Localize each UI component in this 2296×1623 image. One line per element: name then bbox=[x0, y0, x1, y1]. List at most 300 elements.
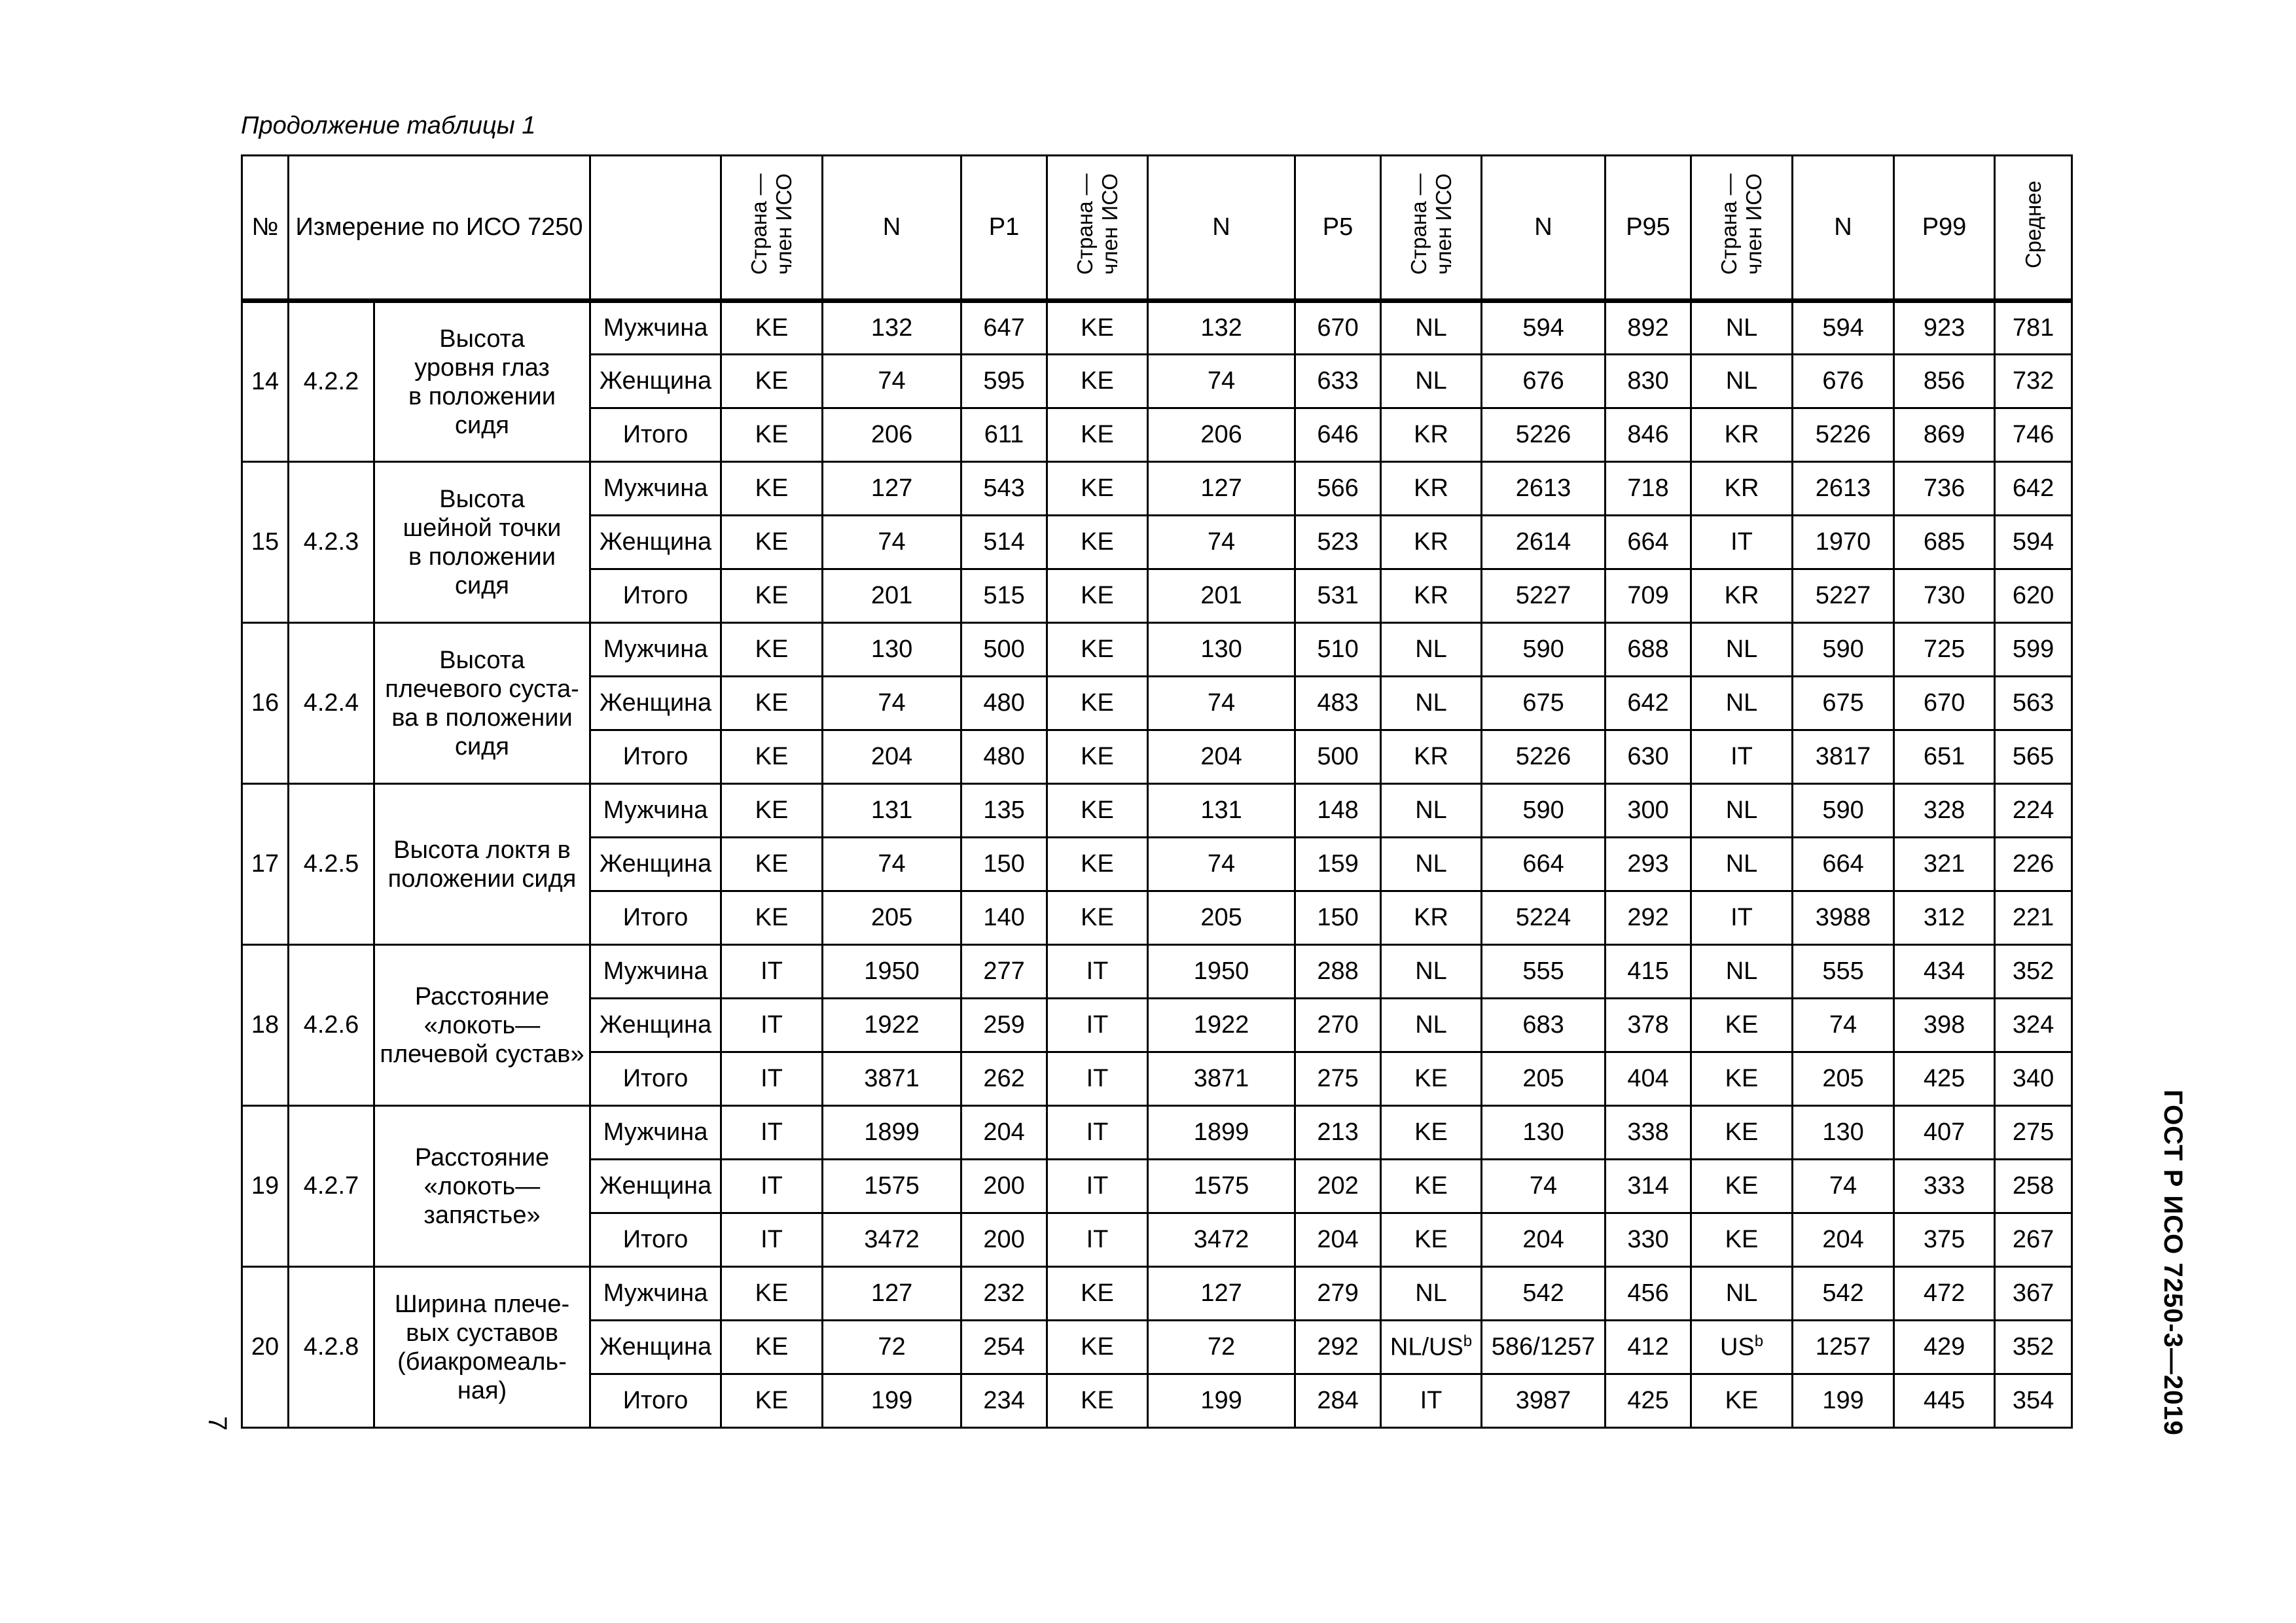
cell-mean: 781 bbox=[1995, 301, 2072, 355]
cell-country-4: KR bbox=[1691, 408, 1793, 462]
cell-p1: 135 bbox=[961, 784, 1047, 838]
sex-label: Мужчина bbox=[590, 301, 721, 355]
cell-n-1: 74 bbox=[823, 677, 961, 730]
cell-mean: 275 bbox=[1995, 1106, 2072, 1160]
cell-mean: 352 bbox=[1995, 945, 2072, 999]
cell-p95: 630 bbox=[1605, 730, 1691, 784]
cell-country-4: KE bbox=[1691, 1160, 1793, 1213]
cell-p99: 472 bbox=[1894, 1267, 1995, 1321]
table-row bbox=[242, 623, 2072, 677]
sex-label: Итого bbox=[590, 1213, 721, 1267]
cell-n-2: 199 bbox=[1148, 1374, 1295, 1428]
cell-n-4: 555 bbox=[1793, 945, 1894, 999]
cell-p1: 647 bbox=[961, 301, 1047, 355]
cell-country-4: NL bbox=[1691, 355, 1793, 408]
cell-country-1: KE bbox=[721, 1267, 823, 1321]
cell-n-4: 74 bbox=[1793, 1160, 1894, 1213]
cell-country-2: KE bbox=[1047, 408, 1148, 462]
cell-n-2: 1899 bbox=[1148, 1106, 1295, 1160]
cell-p95: 300 bbox=[1605, 784, 1691, 838]
cell-mean: 599 bbox=[1995, 623, 2072, 677]
cell-country-3: NL bbox=[1381, 355, 1482, 408]
cell-p5: 270 bbox=[1295, 999, 1381, 1052]
cell-p95: 314 bbox=[1605, 1160, 1691, 1213]
cell-country-3: $NL/US^b$ bbox=[1381, 1321, 1482, 1374]
table-row bbox=[242, 301, 2072, 355]
cell-p1: 611 bbox=[961, 408, 1047, 462]
cell-p99: 869 bbox=[1894, 408, 1995, 462]
header-country-4: Страна — член ИСО bbox=[1691, 156, 1793, 301]
cell-p95: 292 bbox=[1605, 891, 1691, 945]
cell-p5: 148 bbox=[1295, 784, 1381, 838]
cell-p99: 407 bbox=[1894, 1106, 1995, 1160]
cell-n-2: 1922 bbox=[1148, 999, 1295, 1052]
cell-mean: 224 bbox=[1995, 784, 2072, 838]
row-number: 15 bbox=[242, 462, 289, 623]
cell-n-3: 675 bbox=[1482, 677, 1605, 730]
cell-country-3: KE bbox=[1381, 1106, 1482, 1160]
cell-country-1: KE bbox=[721, 1321, 823, 1374]
cell-n-3: 590 bbox=[1482, 784, 1605, 838]
table-row bbox=[242, 784, 2072, 838]
cell-country-3: NL bbox=[1381, 301, 1482, 355]
cell-country-2: KE bbox=[1047, 838, 1148, 891]
cell-n-2: 127 bbox=[1148, 462, 1295, 516]
cell-country-1: IT bbox=[721, 1160, 823, 1213]
cell-country-1: KE bbox=[721, 355, 823, 408]
iso-reference: 4.2.3 bbox=[289, 462, 374, 623]
cell-country-1: KE bbox=[721, 1374, 823, 1428]
cell-country-2: IT bbox=[1047, 1213, 1148, 1267]
cell-n-1: 1575 bbox=[823, 1160, 961, 1213]
cell-country-2: KE bbox=[1047, 516, 1148, 569]
cell-n-4: 1257 bbox=[1793, 1321, 1894, 1374]
cell-n-3: 555 bbox=[1482, 945, 1605, 999]
cell-country-3: IT bbox=[1381, 1374, 1482, 1428]
cell-p5: 159 bbox=[1295, 838, 1381, 891]
cell-country-2: IT bbox=[1047, 945, 1148, 999]
cell-p5: 566 bbox=[1295, 462, 1381, 516]
table-row bbox=[242, 945, 2072, 999]
header-p95: P95 bbox=[1605, 156, 1691, 301]
cell-n-1: 1950 bbox=[823, 945, 961, 999]
cell-p1: 595 bbox=[961, 355, 1047, 408]
cell-n-1: 127 bbox=[823, 462, 961, 516]
cell-country-1: IT bbox=[721, 1213, 823, 1267]
cell-n-2: 127 bbox=[1148, 1267, 1295, 1321]
cell-p95: 404 bbox=[1605, 1052, 1691, 1106]
cell-n-4: 590 bbox=[1793, 784, 1894, 838]
header-n-3: N bbox=[1482, 156, 1605, 301]
cell-p99: 651 bbox=[1894, 730, 1995, 784]
cell-p95: 415 bbox=[1605, 945, 1691, 999]
cell-country-2: IT bbox=[1047, 1106, 1148, 1160]
measurement-name: Высота локтя в положении сидя bbox=[374, 784, 590, 945]
cell-p1: 259 bbox=[961, 999, 1047, 1052]
cell-n-1: 206 bbox=[823, 408, 961, 462]
cell-p5: 500 bbox=[1295, 730, 1381, 784]
row-number: 18 bbox=[242, 945, 289, 1106]
cell-country-2: IT bbox=[1047, 999, 1148, 1052]
cell-n-3: 130 bbox=[1482, 1106, 1605, 1160]
cell-country-2: KE bbox=[1047, 569, 1148, 623]
cell-p5: 531 bbox=[1295, 569, 1381, 623]
cell-p1: 514 bbox=[961, 516, 1047, 569]
cell-p5: 523 bbox=[1295, 516, 1381, 569]
sex-label: Мужчина bbox=[590, 623, 721, 677]
cell-country-1: KE bbox=[721, 730, 823, 784]
cell-p99: 923 bbox=[1894, 301, 1995, 355]
cell-n-4: 1970 bbox=[1793, 516, 1894, 569]
cell-country-3: KR bbox=[1381, 408, 1482, 462]
cell-country-2: KE bbox=[1047, 730, 1148, 784]
cell-n-1: 72 bbox=[823, 1321, 961, 1374]
cell-n-4: 204 bbox=[1793, 1213, 1894, 1267]
table-row bbox=[242, 1106, 2072, 1160]
cell-p99: 725 bbox=[1894, 623, 1995, 677]
cell-n-2: 74 bbox=[1148, 355, 1295, 408]
cell-n-2: 131 bbox=[1148, 784, 1295, 838]
cell-p1: 480 bbox=[961, 730, 1047, 784]
row-number: 19 bbox=[242, 1106, 289, 1267]
cell-n-1: 131 bbox=[823, 784, 961, 838]
cell-p95: 718 bbox=[1605, 462, 1691, 516]
header-mean: Среднее bbox=[1995, 156, 2072, 301]
cell-p95: 688 bbox=[1605, 623, 1691, 677]
sex-label: Мужчина bbox=[590, 1267, 721, 1321]
cell-n-3: 683 bbox=[1482, 999, 1605, 1052]
cell-n-4: 594 bbox=[1793, 301, 1894, 355]
cell-country-2: KE bbox=[1047, 301, 1148, 355]
cell-country-3: KR bbox=[1381, 891, 1482, 945]
cell-n-4: 590 bbox=[1793, 623, 1894, 677]
cell-country-4: KR bbox=[1691, 569, 1793, 623]
cell-country-3: NL bbox=[1381, 945, 1482, 999]
sex-label: Женщина bbox=[590, 1160, 721, 1213]
cell-n-4: 74 bbox=[1793, 999, 1894, 1052]
cell-n-3: 2613 bbox=[1482, 462, 1605, 516]
sex-label: Мужчина bbox=[590, 1106, 721, 1160]
cell-n-1: 1922 bbox=[823, 999, 961, 1052]
cell-p1: 232 bbox=[961, 1267, 1047, 1321]
row-number: 14 bbox=[242, 301, 289, 462]
sex-label: Мужчина bbox=[590, 462, 721, 516]
cell-country-2: KE bbox=[1047, 677, 1148, 730]
cell-p1: 140 bbox=[961, 891, 1047, 945]
cell-n-1: 3871 bbox=[823, 1052, 961, 1106]
sex-label: Женщина bbox=[590, 677, 721, 730]
cell-country-1: KE bbox=[721, 623, 823, 677]
cell-p95: 378 bbox=[1605, 999, 1691, 1052]
cell-p1: 254 bbox=[961, 1321, 1047, 1374]
cell-country-3: NL bbox=[1381, 838, 1482, 891]
cell-country-2: IT bbox=[1047, 1052, 1148, 1106]
cell-country-3: KR bbox=[1381, 730, 1482, 784]
cell-n-1: 204 bbox=[823, 730, 961, 784]
cell-country-4: KE bbox=[1691, 1106, 1793, 1160]
cell-p99: 375 bbox=[1894, 1213, 1995, 1267]
cell-n-4: 664 bbox=[1793, 838, 1894, 891]
cell-p95: 293 bbox=[1605, 838, 1691, 891]
cell-country-3: NL bbox=[1381, 623, 1482, 677]
cell-country-3: NL bbox=[1381, 784, 1482, 838]
cell-p5: 150 bbox=[1295, 891, 1381, 945]
cell-country-4: IT bbox=[1691, 891, 1793, 945]
cell-n-4: 5227 bbox=[1793, 569, 1894, 623]
cell-n-3: 3987 bbox=[1482, 1374, 1605, 1428]
cell-country-3: KE bbox=[1381, 1052, 1482, 1106]
header-n-2: N bbox=[1148, 156, 1295, 301]
cell-mean: 642 bbox=[1995, 462, 2072, 516]
cell-p5: 202 bbox=[1295, 1160, 1381, 1213]
cell-mean: 620 bbox=[1995, 569, 2072, 623]
cell-n-3: 5227 bbox=[1482, 569, 1605, 623]
cell-mean: 258 bbox=[1995, 1160, 2072, 1213]
row-number: 20 bbox=[242, 1267, 289, 1428]
cell-country-4: NL bbox=[1691, 677, 1793, 730]
cell-country-4: NL bbox=[1691, 623, 1793, 677]
cell-n-4: 675 bbox=[1793, 677, 1894, 730]
cell-mean: 352 bbox=[1995, 1321, 2072, 1374]
cell-p99: 398 bbox=[1894, 999, 1995, 1052]
sex-label: Мужчина bbox=[590, 945, 721, 999]
cell-n-3: 74 bbox=[1482, 1160, 1605, 1213]
measurement-name: Высота шейной точки в положении сидя bbox=[374, 462, 590, 623]
cell-n-2: 204 bbox=[1148, 730, 1295, 784]
cell-p1: 204 bbox=[961, 1106, 1047, 1160]
cell-p5: 483 bbox=[1295, 677, 1381, 730]
cell-country-3: NL bbox=[1381, 1267, 1482, 1321]
cell-country-2: KE bbox=[1047, 462, 1148, 516]
cell-p5: 275 bbox=[1295, 1052, 1381, 1106]
cell-p1: 515 bbox=[961, 569, 1047, 623]
cell-n-2: 3472 bbox=[1148, 1213, 1295, 1267]
cell-n-4: 542 bbox=[1793, 1267, 1894, 1321]
cell-p99: 333 bbox=[1894, 1160, 1995, 1213]
cell-country-1: KE bbox=[721, 784, 823, 838]
footnote-mark: b bbox=[1463, 1332, 1473, 1351]
iso-reference: 4.2.4 bbox=[289, 623, 374, 784]
header-p1: P1 bbox=[961, 156, 1047, 301]
cell-country-3: KE bbox=[1381, 1213, 1482, 1267]
cell-p1: 543 bbox=[961, 462, 1047, 516]
header-sex-empty bbox=[590, 156, 721, 301]
cell-country-1: IT bbox=[721, 945, 823, 999]
cell-p95: 456 bbox=[1605, 1267, 1691, 1321]
sex-label: Итого bbox=[590, 1374, 721, 1428]
cell-country-4: NL bbox=[1691, 1267, 1793, 1321]
cell-country-2: KE bbox=[1047, 1321, 1148, 1374]
cell-n-2: 74 bbox=[1148, 838, 1295, 891]
cell-mean: 324 bbox=[1995, 999, 2072, 1052]
cell-p95: 892 bbox=[1605, 301, 1691, 355]
cell-n-1: 3472 bbox=[823, 1213, 961, 1267]
measurement-name: Расстояние «локоть— плечевой сустав» bbox=[374, 945, 590, 1106]
cell-mean: 354 bbox=[1995, 1374, 2072, 1428]
cell-country-1: IT bbox=[721, 1052, 823, 1106]
cell-n-3: 5226 bbox=[1482, 730, 1605, 784]
cell-p99: 730 bbox=[1894, 569, 1995, 623]
cell-p95: 846 bbox=[1605, 408, 1691, 462]
cell-p5: 213 bbox=[1295, 1106, 1381, 1160]
cell-country-4: KE bbox=[1691, 1052, 1793, 1106]
cell-p1: 200 bbox=[961, 1213, 1047, 1267]
cell-n-1: 130 bbox=[823, 623, 961, 677]
sex-label: Итого bbox=[590, 569, 721, 623]
document-side-title: ГОСТ Р ИСО 7250-3—2019 bbox=[2159, 1090, 2187, 1436]
cell-n-3: 664 bbox=[1482, 838, 1605, 891]
cell-n-4: 199 bbox=[1793, 1374, 1894, 1428]
cell-country-1: KE bbox=[721, 569, 823, 623]
cell-country-2: IT bbox=[1047, 1160, 1148, 1213]
cell-mean: 563 bbox=[1995, 677, 2072, 730]
cell-p95: 642 bbox=[1605, 677, 1691, 730]
cell-country-3: KR bbox=[1381, 569, 1482, 623]
cell-n-4: 5226 bbox=[1793, 408, 1894, 462]
header-country-3: Страна — член ИСО bbox=[1381, 156, 1482, 301]
header-n-4: N bbox=[1793, 156, 1894, 301]
header-country-2: Страна — член ИСО bbox=[1047, 156, 1148, 301]
measurement-name: Высота плечевого суста- ва в положении сидя bbox=[374, 623, 590, 784]
cell-country-1: KE bbox=[721, 408, 823, 462]
cell-p95: 338 bbox=[1605, 1106, 1691, 1160]
cell-n-2: 1950 bbox=[1148, 945, 1295, 999]
cell-n-4: 676 bbox=[1793, 355, 1894, 408]
cell-p99: 312 bbox=[1894, 891, 1995, 945]
sex-label: Женщина bbox=[590, 355, 721, 408]
iso-reference: 4.2.5 bbox=[289, 784, 374, 945]
cell-p5: 510 bbox=[1295, 623, 1381, 677]
sex-label: Женщина bbox=[590, 838, 721, 891]
header-n-1: N bbox=[823, 156, 961, 301]
cell-country-1: KE bbox=[721, 677, 823, 730]
sex-label: Итого bbox=[590, 891, 721, 945]
cell-p99: 736 bbox=[1894, 462, 1995, 516]
row-number: 16 bbox=[242, 623, 289, 784]
cell-p5: 288 bbox=[1295, 945, 1381, 999]
cell-mean: 565 bbox=[1995, 730, 2072, 784]
cell-n-3: 676 bbox=[1482, 355, 1605, 408]
iso-reference: 4.2.2 bbox=[289, 301, 374, 462]
measurement-name: Высота уровня глаз в положении сидя bbox=[374, 301, 590, 462]
cell-n-2: 206 bbox=[1148, 408, 1295, 462]
cell-p99: 434 bbox=[1894, 945, 1995, 999]
cell-n-2: 72 bbox=[1148, 1321, 1295, 1374]
cell-p1: 262 bbox=[961, 1052, 1047, 1106]
cell-country-1: KE bbox=[721, 516, 823, 569]
cell-n-3: 204 bbox=[1482, 1213, 1605, 1267]
cell-n-3: 205 bbox=[1482, 1052, 1605, 1106]
cell-n-4: 205 bbox=[1793, 1052, 1894, 1106]
cell-country-4: KE bbox=[1691, 1374, 1793, 1428]
cell-mean: 221 bbox=[1995, 891, 2072, 945]
iso-reference: 4.2.7 bbox=[289, 1106, 374, 1267]
cell-country-4: NL bbox=[1691, 945, 1793, 999]
cell-country-4: NL bbox=[1691, 784, 1793, 838]
cell-n-3: 590 bbox=[1482, 623, 1605, 677]
cell-country-1: KE bbox=[721, 301, 823, 355]
cell-country-3: KE bbox=[1381, 1160, 1482, 1213]
cell-country-3: KR bbox=[1381, 516, 1482, 569]
cell-country-2: KE bbox=[1047, 623, 1148, 677]
cell-p99: 425 bbox=[1894, 1052, 1995, 1106]
cell-p99: 321 bbox=[1894, 838, 1995, 891]
cell-n-1: 205 bbox=[823, 891, 961, 945]
cell-n-3: 2614 bbox=[1482, 516, 1605, 569]
cell-country-2: KE bbox=[1047, 891, 1148, 945]
cell-n-2: 130 bbox=[1148, 623, 1295, 677]
cell-country-4: $US^b$ bbox=[1691, 1321, 1793, 1374]
cell-n-1: 74 bbox=[823, 516, 961, 569]
cell-n-2: 74 bbox=[1148, 677, 1295, 730]
cell-country-4: NL bbox=[1691, 838, 1793, 891]
cell-p1: 200 bbox=[961, 1160, 1047, 1213]
cell-p1: 234 bbox=[961, 1374, 1047, 1428]
cell-n-2: 3871 bbox=[1148, 1052, 1295, 1106]
header-row bbox=[242, 156, 2072, 301]
cell-n-1: 199 bbox=[823, 1374, 961, 1428]
header-p99: P99 bbox=[1894, 156, 1995, 301]
cell-country-3: NL bbox=[1381, 677, 1482, 730]
cell-p95: 330 bbox=[1605, 1213, 1691, 1267]
cell-country-4: KE bbox=[1691, 999, 1793, 1052]
cell-p5: 646 bbox=[1295, 408, 1381, 462]
cell-mean: 367 bbox=[1995, 1267, 2072, 1321]
cell-p5: 633 bbox=[1295, 355, 1381, 408]
cell-p99: 856 bbox=[1894, 355, 1995, 408]
header-country-1: Страна — член ИСО bbox=[721, 156, 823, 301]
cell-country-4: NL bbox=[1691, 301, 1793, 355]
cell-p1: 480 bbox=[961, 677, 1047, 730]
cell-country-3: KR bbox=[1381, 462, 1482, 516]
cell-n-1: 1899 bbox=[823, 1106, 961, 1160]
cell-p5: 284 bbox=[1295, 1374, 1381, 1428]
cell-n-1: 74 bbox=[823, 838, 961, 891]
cell-p95: 412 bbox=[1605, 1321, 1691, 1374]
cell-p95: 664 bbox=[1605, 516, 1691, 569]
cell-country-4: KR bbox=[1691, 462, 1793, 516]
cell-country-1: KE bbox=[721, 838, 823, 891]
cell-n-2: 1575 bbox=[1148, 1160, 1295, 1213]
cell-country-1: IT bbox=[721, 1106, 823, 1160]
cell-country-4: IT bbox=[1691, 516, 1793, 569]
sex-label: Итого bbox=[590, 730, 721, 784]
cell-p1: 500 bbox=[961, 623, 1047, 677]
cell-p99: 429 bbox=[1894, 1321, 1995, 1374]
cell-p5: 670 bbox=[1295, 301, 1381, 355]
cell-p99: 670 bbox=[1894, 677, 1995, 730]
cell-country-1: KE bbox=[721, 891, 823, 945]
cell-n-4: 3988 bbox=[1793, 891, 1894, 945]
cell-p99: 685 bbox=[1894, 516, 1995, 569]
measurement-name: Ширина плече- вых суставов (биакромеаль- ная) bbox=[374, 1267, 590, 1428]
cell-n-1: 74 bbox=[823, 355, 961, 408]
cell-country-4: IT bbox=[1691, 730, 1793, 784]
measurement-name: Расстояние «локоть— запястье» bbox=[374, 1106, 590, 1267]
cell-country-2: KE bbox=[1047, 784, 1148, 838]
cell-country-2: KE bbox=[1047, 355, 1148, 408]
cell-p95: 830 bbox=[1605, 355, 1691, 408]
page-number: 7 bbox=[203, 1416, 232, 1431]
cell-n-3: 5226 bbox=[1482, 408, 1605, 462]
cell-n-3: 586/1257 bbox=[1482, 1321, 1605, 1374]
cell-mean: 746 bbox=[1995, 408, 2072, 462]
sex-label: Итого bbox=[590, 408, 721, 462]
cell-country-1: KE bbox=[721, 462, 823, 516]
cell-n-3: 542 bbox=[1482, 1267, 1605, 1321]
cell-mean: 340 bbox=[1995, 1052, 2072, 1106]
cell-n-1: 132 bbox=[823, 301, 961, 355]
